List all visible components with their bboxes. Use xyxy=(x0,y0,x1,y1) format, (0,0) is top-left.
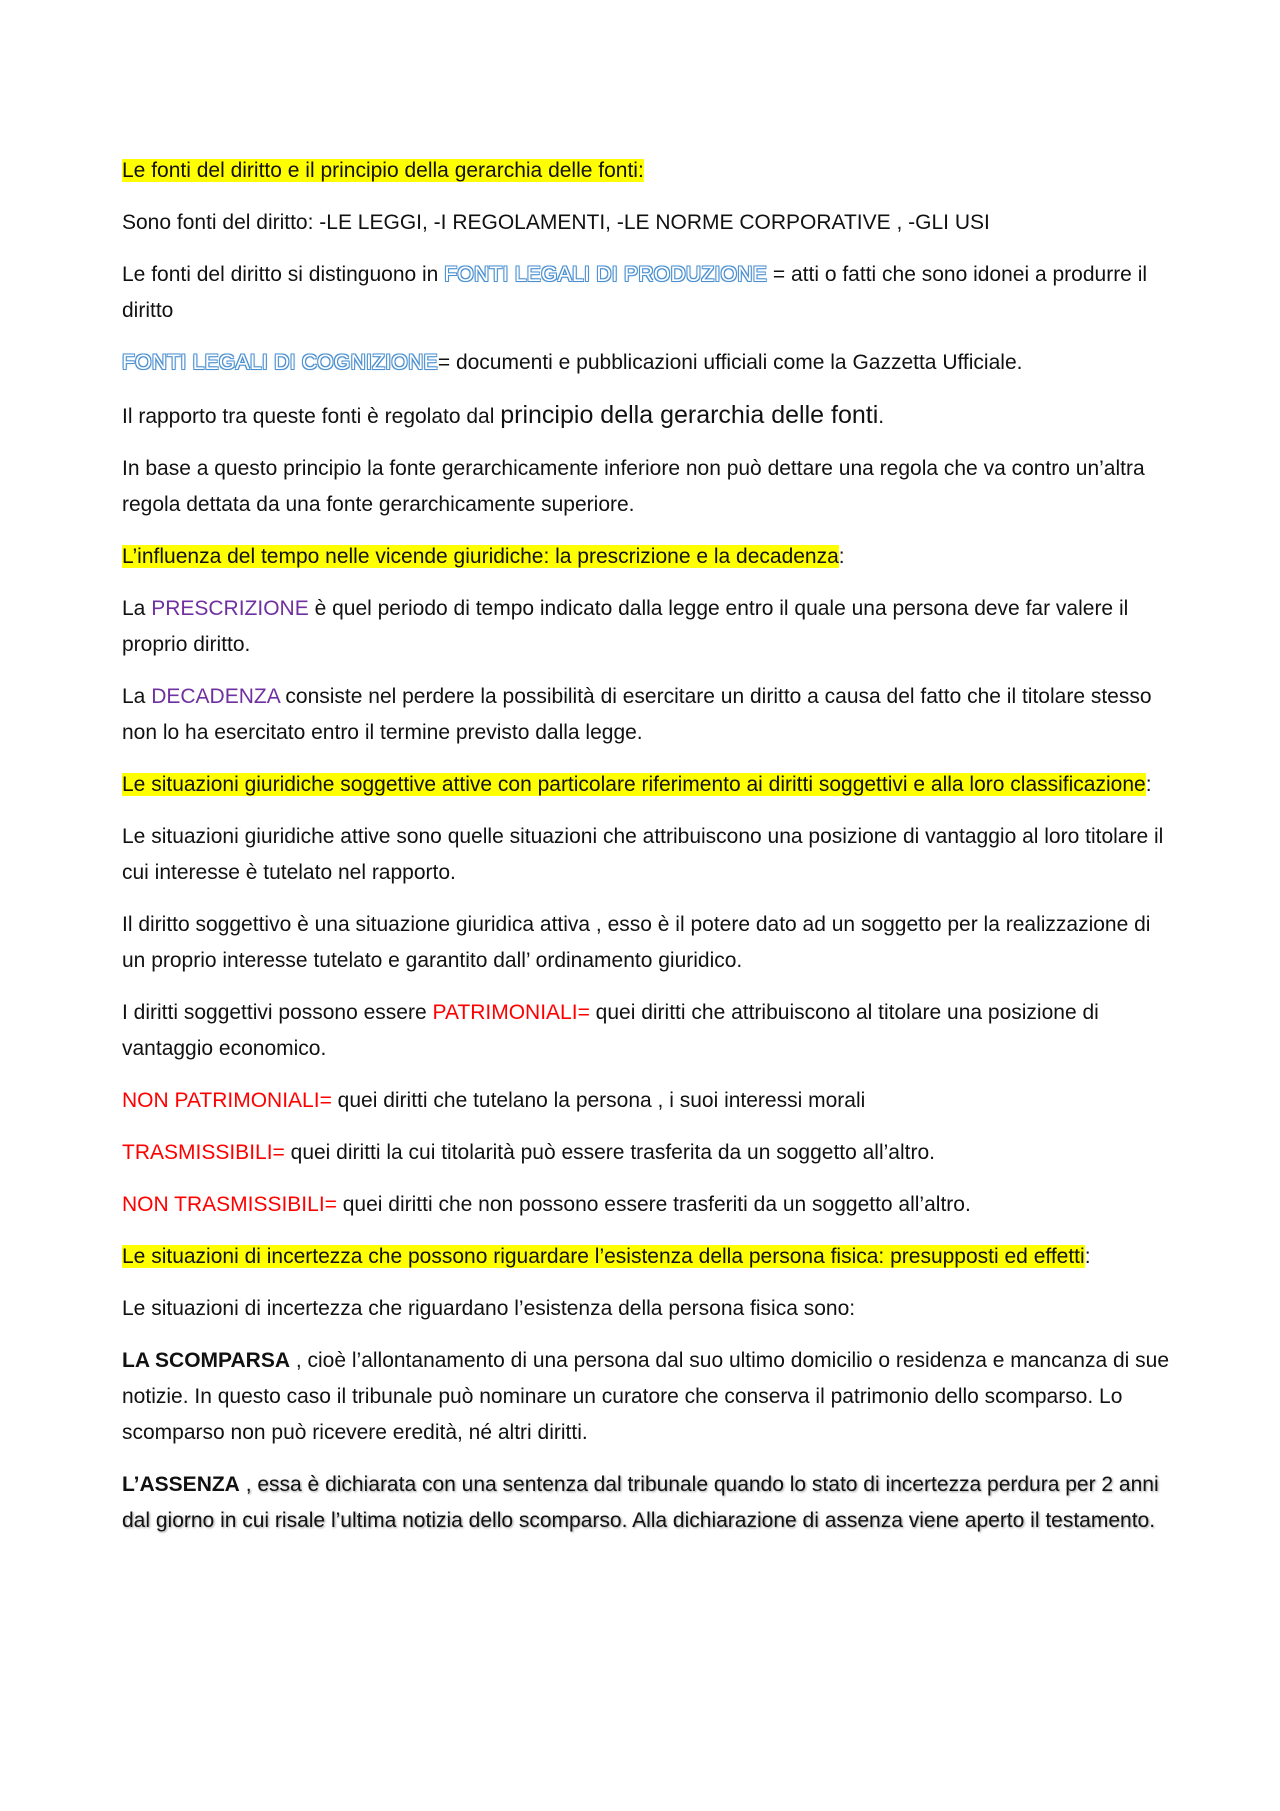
paragraph-active-situations: Le situazioni giuridiche attive sono quelle situazioni che attribuiscono una posizione di vantaggio al loro titolare il cui interesse è tutelato nel rapporto. xyxy=(122,825,1164,884)
paragraph-non-patrimoniali: NON PATRIMONIALI= quei diritti che tutelano la persona , i suoi interessi morali xyxy=(122,1089,866,1112)
term-hierarchy-principle: principio della gerarchia delle fonti xyxy=(500,401,879,429)
section-heading-uncertainty: Le situazioni di incertezza che possono riguardare l’esistenza della persona fisica: presupposti ed effetti: xyxy=(122,1245,1091,1268)
paragraph-decadenza: La DECADENZA consiste nel perdere la possibilità di esercitare un diritto a causa del fatto che il titolare stesso non lo ha esercitato entro il termine previsto dalla legge. xyxy=(122,685,1152,744)
paragraph-scomparsa: LA SCOMPARSA , cioè l’allontanamento di una persona dal suo ultimo domicilio o residenza e mancanza di sue notizie. In questo caso il tribunale può nominare un curatore che conserva il patrimonio dello scomparso. Lo scomparso non può ricevere eredità, né altri diritti. xyxy=(122,1349,1170,1444)
section-heading-sources xyxy=(122,153,1170,189)
term-scomparsa: LA SCOMPARSA xyxy=(122,1349,290,1372)
term-prescrizione: PRESCRIZIONE xyxy=(151,597,309,620)
section-heading-time: L’influenza del tempo nelle vicende giuridiche: la prescrizione e la decadenza: xyxy=(122,545,845,568)
paragraph-distinction: Le fonti del diritto si distinguono in FONTI LEGALI DI PRODUZIONE = atti o fatti che sono idonei a produrre il diritto xyxy=(122,263,1148,322)
paragraph-principle: In base a questo principio la fonte gerarchicamente inferiore non può dettare una regola che va contro un’altra regola dettata da una fonte gerarchicamente superiore. xyxy=(122,457,1145,516)
highlighted-heading: L’influenza del tempo nelle vicende giuridiche: la prescrizione e la decadenza xyxy=(122,545,839,568)
term-non-patrimoniali: NON PATRIMONIALI= xyxy=(122,1089,332,1112)
highlighted-heading: Le fonti del diritto e il principio della gerarchia delle fonti: xyxy=(122,159,644,182)
term-assenza: L’ASSENZA xyxy=(122,1473,240,1496)
term-non-trasmissibili: NON TRASMISSIBILI= xyxy=(122,1193,337,1216)
paragraph-patrimoniali: I diritti soggettivi possono essere PATRIMONIALI= quei diritti che attribuiscono al titolare una posizione di vantaggio economico. xyxy=(122,1001,1099,1060)
paragraph-non-trasmissibili: NON TRASMISSIBILI= quei diritti che non possono essere trasferiti da un soggetto all’altro. xyxy=(122,1193,971,1216)
term-trasmissibili: TRASMISSIBILI= xyxy=(122,1141,285,1164)
paragraph-cognition: FONTI LEGALI DI COGNIZIONE= documenti e pubblicazioni ufficiali come la Gazzetta Ufficiale. xyxy=(122,351,1023,374)
term-production-sources: FONTI LEGALI DI PRODUZIONE xyxy=(444,263,768,286)
section-heading-situations: Le situazioni giuridiche soggettive attive con particolare riferimento ai diritti soggettivi e alla loro classificazione: xyxy=(122,773,1152,796)
paragraph-subjective-right: Il diritto soggettivo è una situazione giuridica attiva , esso è il potere dato ad un soggetto per la realizzazione di un proprio interesse tutelato e garantito dall’ ordinamento giuridico. xyxy=(122,913,1151,972)
term-decadenza: DECADENZA xyxy=(151,685,280,708)
paragraph-sources-list: Sono fonti del diritto: -LE LEGGI, -I REGOLAMENTI, -LE NORME CORPORATIVE , -GLI USI xyxy=(122,211,990,234)
term-patrimoniali: PATRIMONIALI= xyxy=(432,1001,590,1024)
highlighted-heading: Le situazioni di incertezza che possono riguardare l’esistenza della persona fisica: presupposti ed effetti xyxy=(122,1245,1085,1268)
paragraph-trasmissibili: TRASMISSIBILI= quei diritti la cui titolarità può essere trasferita da un soggetto all’altro. xyxy=(122,1141,935,1164)
paragraph-relation: Il rapporto tra queste fonti è regolato dal principio della gerarchia delle fonti. xyxy=(122,401,885,429)
paragraph-uncertainty-intro: Le situazioni di incertezza che riguardano l’esistenza della persona fisica sono: xyxy=(122,1297,856,1320)
term-cognition-sources: FONTI LEGALI DI COGNIZIONE xyxy=(122,351,438,374)
paragraph-prescrizione: La PRESCRIZIONE è quel periodo di tempo indicato dalla legge entro il quale una persona deve far valere il proprio diritto. xyxy=(122,597,1129,656)
highlighted-heading: Le situazioni giuridiche soggettive attive con particolare riferimento ai diritti soggettivi e alla loro classificazione xyxy=(122,773,1146,796)
paragraph-assenza: L’ASSENZA , essa è dichiarata con una sentenza dal tribunale quando lo stato di incertezza perdura per 2 anni dal giorno in cui risale l’ultima notizia dello scomparso. Alla dichiarazione di assenza viene aperto il testamento. xyxy=(122,1473,1159,1532)
